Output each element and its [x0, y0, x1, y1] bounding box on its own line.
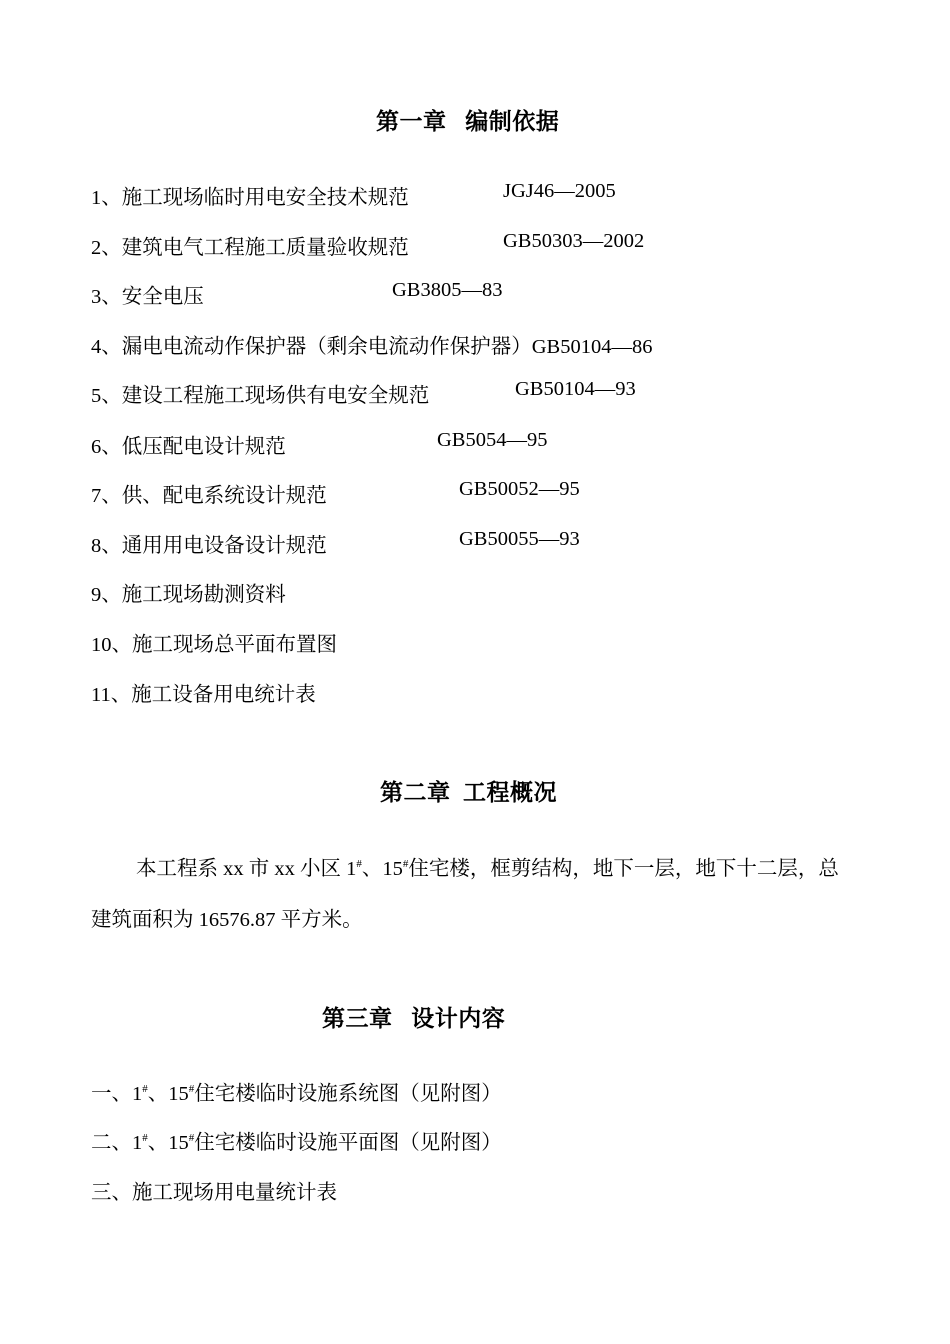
basis-item-3: 3、安全电压 — [91, 286, 204, 308]
basis-code-6: GB5054—95 — [437, 429, 548, 451]
basis-item-6: 6、低压配电设计规范 — [91, 436, 286, 458]
basis-item-4: 4、漏电电流动作保护器（剩余电流动作保护器）GB50104—86 — [91, 336, 653, 358]
basis-item-2: 2、建筑电气工程施工质量验收规范 — [91, 237, 409, 259]
basis-code-2: GB50303—2002 — [503, 230, 645, 252]
basis-code-8: GB50055—93 — [459, 528, 580, 550]
chapter2-title: 第二章 工程概况 — [380, 780, 557, 805]
overview-paragraph-line1: 本工程系 xx 市 xx 小区 1#、15#住宅楼，框剪结构，地下一层，地下十二层，总 — [136, 858, 839, 880]
basis-item-8: 8、通用用电设备设计规范 — [91, 535, 327, 557]
basis-code-5: GB50104—93 — [515, 378, 636, 400]
basis-code-1: JGJ46—2005 — [503, 180, 616, 202]
chapter1-title: 第一章 编制依据 — [376, 109, 560, 134]
basis-item-10: 10、施工现场总平面布置图 — [91, 634, 337, 656]
basis-item-5: 5、建设工程施工现场供有电安全规范 — [91, 385, 430, 407]
basis-item-9: 9、施工现场勘测资料 — [91, 584, 286, 606]
basis-code-3: GB3805—83 — [392, 279, 503, 301]
basis-item-11: 11、施工设备用电统计表 — [91, 684, 316, 706]
design-item-3: 三、施工现场用电量统计表 — [91, 1182, 337, 1204]
basis-item-1: 1、施工现场临时用电安全技术规范 — [91, 187, 409, 209]
design-item-1: 一、1#、15#住宅楼临时设施系统图（见附图） — [91, 1083, 502, 1105]
basis-code-7: GB50052—95 — [459, 478, 580, 500]
basis-item-7: 7、供、配电系统设计规范 — [91, 485, 327, 507]
design-item-2: 二、1#、15#住宅楼临时设施平面图（见附图） — [91, 1132, 502, 1154]
overview-paragraph-line2: 建筑面积为 16576.87 平方米。 — [91, 909, 363, 931]
chapter3-title: 第三章 设计内容 — [322, 1006, 506, 1031]
